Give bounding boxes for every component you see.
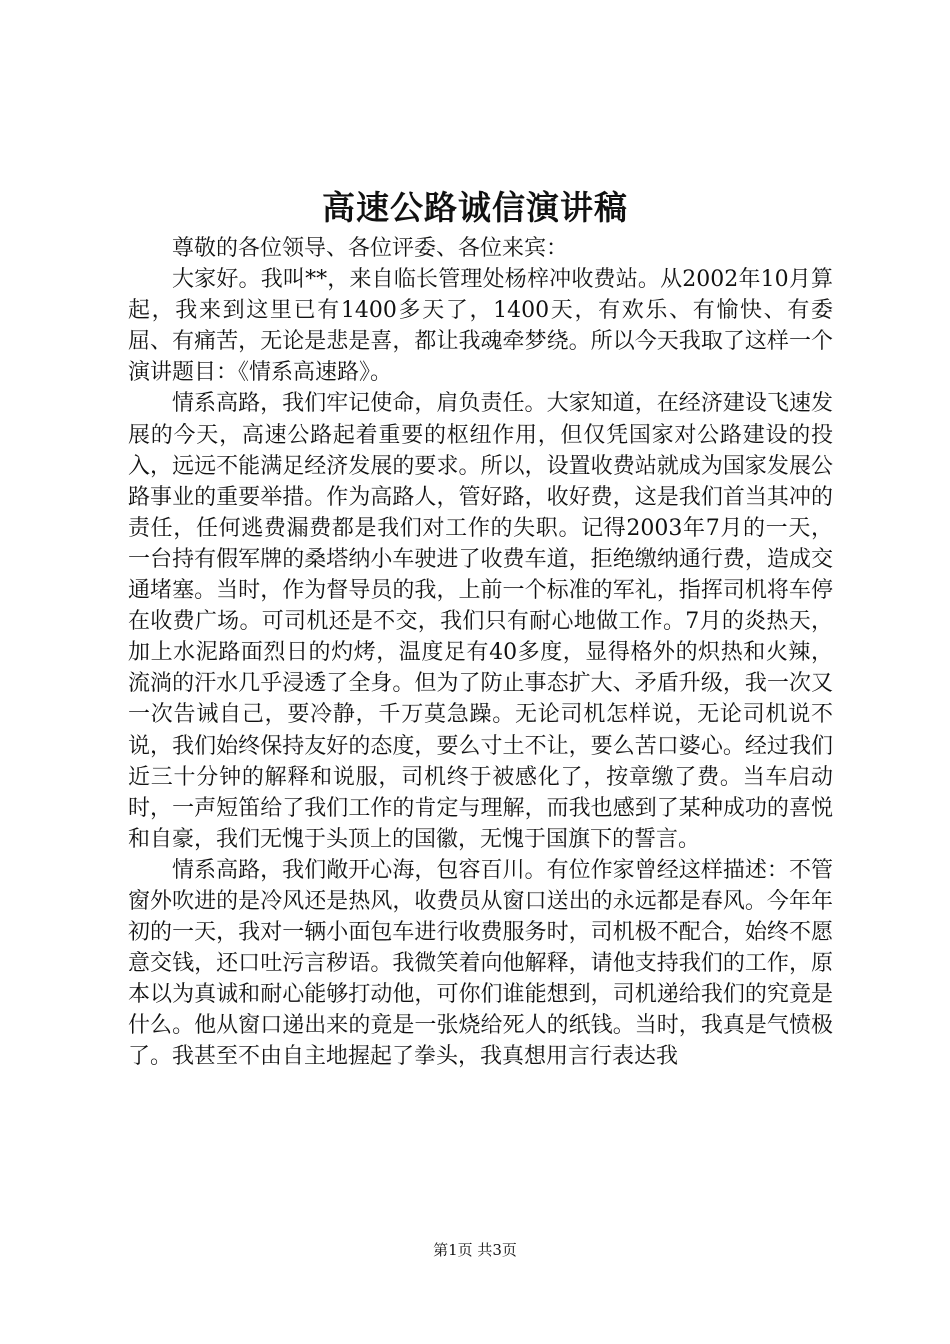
page-number-footer: 第1页 共3页 bbox=[433, 1241, 517, 1259]
page-title: 高速公路诚信演讲稿 bbox=[322, 188, 628, 227]
salutation-paragraph: 尊敬的各位领导、各位评委、各位来宾： bbox=[172, 236, 569, 261]
intro-paragraph: 大家好。我叫**，来自临长管理处杨梓冲收费站。从2002年10月算起，我来到这里已有1400多天了，1400天，有欢乐、有愉快、有委屈、有痛苦，无论是悲是喜，都让我魂牵梦绕。所以今天我取了这样一个演讲题目：《情系高速路》。 bbox=[128, 267, 833, 386]
body-paragraph-responsibility: 情系高路，我们牢记使命，肩负责任。大家知道，在经济建设飞速发展的今天，高速公路起着重要的枢纽作用，但仅凭国家对公路建设的投入，远远不能满足经济发展的要求。所以，设置收费站就成为国家发展公路事业的重要举措。作为高路人，管好路，收好费，这是我们首当其冲的责任，任何逃费漏费都是我们对工作的失职。记得2003年7月的一天，一台持有假军牌的桑塔纳小车驶进了收费车道，拒绝缴纳通行费，造成交通堵塞。当时，作为督导员的我，上前一个标准的军礼，指挥司机将车停在收费广场。可司机还是不交，我们只有耐心地做工作。7月的炎热天，加上水泥路面烈日的灼烤，温度足有40多度，显得格外的炽热和火辣，流淌的汗水几乎浸透了全身。但为了防止事态扩大、矛盾升级，我一次又一次告诫自己，要冷静，千万莫急躁。无论司机怎样说，无论司机说不说，我们始终保持友好的态度，要么寸土不让，要么苦口婆心。经过我们近三十分钟的解释和说服，司机终于被感化了，按章缴了费。当车启动时，一声短笛给了我们工作的肯定与理解，而我也感到了某种成功的喜悦和自豪，我们无愧于头顶上的国徽，无愧于国旗下的誓言。 bbox=[128, 391, 833, 852]
body-paragraph-tolerance: 情系高路，我们敞开心海，包容百川。有位作家曾经这样描述：不管窗外吹进的是冷风还是热风，收费员从窗口送出的永远都是春风。今年年初的一天，我对一辆小面包车进行收费服务时，司机极不配合，始终不愿意交钱，还口吐污言秽语。我微笑着向他解释，请他支持我们的工作，原本以为真诚和耐心能够打动他，可你们谁能想到，司机递给我们的究竟是什么。他从窗口递出来的竟是一张烧给死人的纸钱。当时，我真是气愤极了。我甚至不由自主地握起了拳头，我真想用言行表达我 bbox=[128, 857, 833, 1070]
document-body bbox=[128, 233, 833, 1073]
